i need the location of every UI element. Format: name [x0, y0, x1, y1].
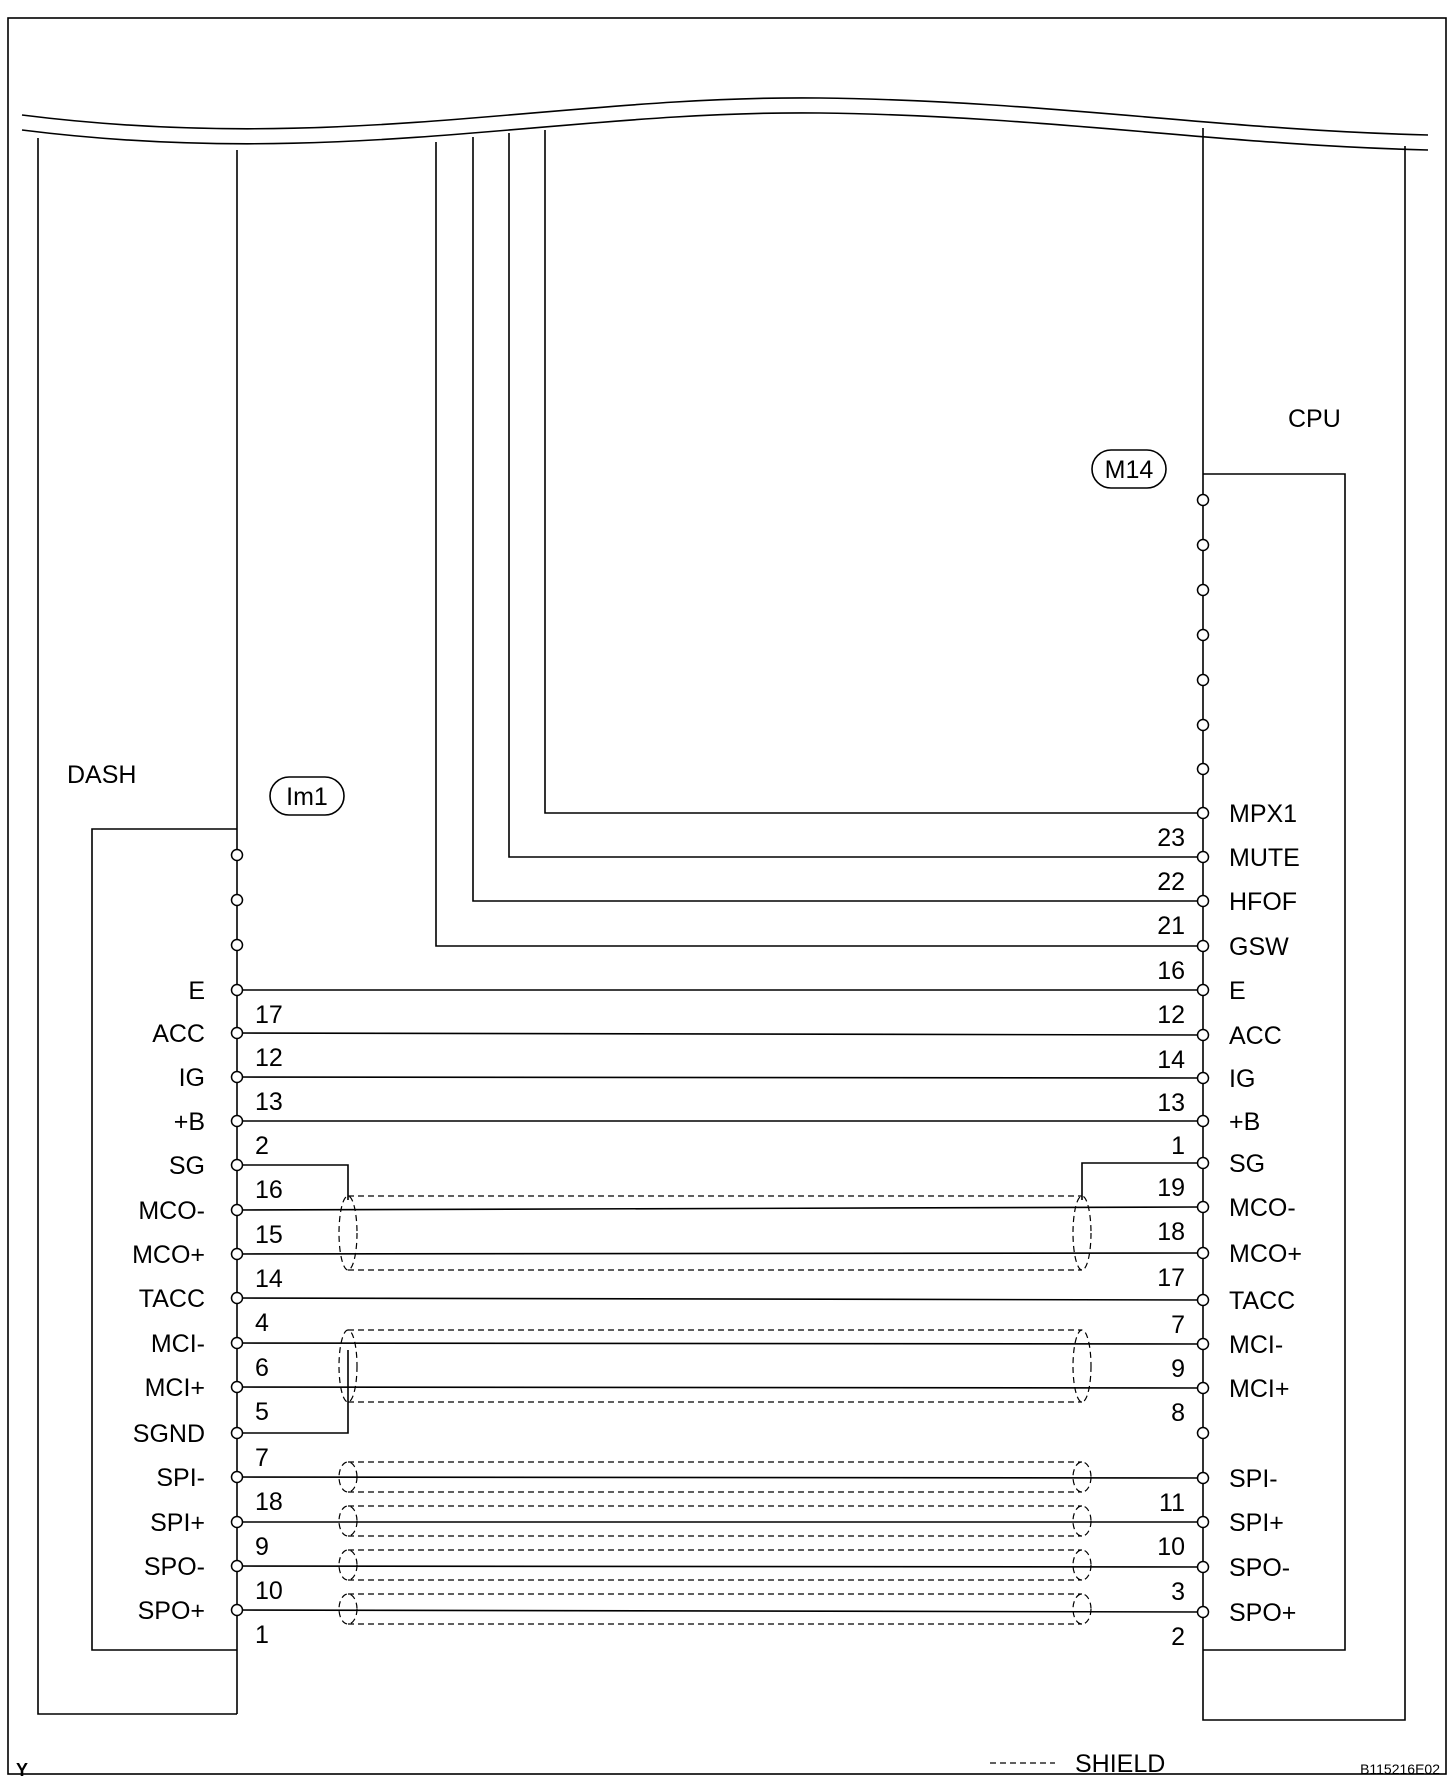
terminal-circle — [232, 1472, 243, 1483]
terminal-label: IG — [178, 1064, 205, 1092]
terminal-label: MCI+ — [144, 1374, 205, 1402]
shield-spo-plus — [339, 1594, 1091, 1624]
wire-spi-minus — [237, 1477, 1203, 1478]
im1-terminal — [145, 1374, 269, 1426]
terminal-circle — [1198, 808, 1209, 819]
terminal-circle — [1198, 941, 1209, 952]
wire-tacc — [237, 1298, 1203, 1300]
cpu-component-label: CPU — [1288, 405, 1341, 433]
terminal-label: MCO- — [138, 1197, 205, 1225]
sgnd-shield-drain — [237, 1350, 348, 1433]
terminal-label: E — [1229, 977, 1246, 1005]
terminal-circle — [1198, 675, 1209, 686]
pin-number: 4 — [255, 1309, 269, 1337]
terminal-circle — [1198, 852, 1209, 863]
corner-mark: Y — [16, 1760, 29, 1780]
pin-number: 6 — [255, 1354, 269, 1382]
shield-spo-minus — [339, 1550, 1091, 1580]
pin-number: 7 — [1171, 1311, 1185, 1339]
pin-number: 22 — [1157, 868, 1185, 896]
terminal-circle — [1198, 495, 1209, 506]
terminal-circle — [1198, 1295, 1209, 1306]
terminal-label: +B — [173, 1108, 205, 1136]
pin-number: 12 — [255, 1044, 283, 1072]
terminal-circle — [1198, 720, 1209, 731]
terminal-label: MCO+ — [132, 1241, 205, 1269]
pin-number: 19 — [1157, 1174, 1185, 1202]
pin-number: 9 — [1171, 1355, 1185, 1383]
terminal-circle — [232, 1561, 243, 1572]
terminal-circle — [232, 1605, 243, 1616]
terminal-label: MPX1 — [1229, 800, 1298, 828]
pin-number: 16 — [255, 1176, 283, 1204]
terminal-circle — [1198, 1607, 1209, 1618]
pin-number: 13 — [255, 1088, 283, 1116]
pin-number: 23 — [1157, 824, 1185, 852]
pin-number: 18 — [255, 1488, 283, 1516]
pin-number: 1 — [1171, 1132, 1185, 1160]
pin-number: 10 — [1157, 1533, 1185, 1561]
terminal-circle — [1198, 1383, 1209, 1394]
terminal-label: MCO+ — [1229, 1240, 1302, 1268]
pin-number: 7 — [255, 1444, 269, 1472]
terminal-circle — [232, 1205, 243, 1216]
terminal-circle — [1198, 1428, 1209, 1439]
terminal-circle — [232, 1116, 243, 1127]
m14-terminal — [1198, 495, 1209, 506]
m14-terminal — [1198, 720, 1209, 731]
im1-connector-label: Im1 — [286, 783, 328, 811]
terminal-label: MCI- — [150, 1330, 205, 1358]
m14-terminal — [1198, 1428, 1209, 1439]
im1-terminal — [232, 895, 243, 906]
terminal-label: HFOF — [1229, 888, 1298, 916]
terminal-circle — [1198, 764, 1209, 775]
m14-terminal — [1198, 540, 1209, 551]
pin-number: 5 — [255, 1398, 269, 1426]
wire-spo-plus — [237, 1610, 1203, 1612]
terminal-label: SGND — [132, 1420, 205, 1448]
terminal-label: TACC — [1229, 1287, 1296, 1315]
wire-mco-minus — [237, 1207, 1203, 1210]
terminal-label: SPI- — [1229, 1465, 1278, 1493]
im1-terminal — [138, 1597, 269, 1649]
im1-terminal — [232, 850, 243, 861]
terminal-circle — [232, 1517, 243, 1528]
terminal-label: SG — [1229, 1150, 1266, 1178]
terminal-label: TACC — [138, 1285, 205, 1313]
pin-number: 10 — [255, 1577, 283, 1605]
break-line-upper — [22, 98, 1428, 135]
terminal-circle — [1198, 1202, 1209, 1213]
pin-number: 14 — [255, 1265, 283, 1293]
terminal-label: SPI+ — [1229, 1509, 1284, 1537]
wire-acc — [237, 1033, 1203, 1035]
shield-mci — [339, 1330, 1091, 1402]
terminal-circle — [1198, 630, 1209, 641]
terminal-label: +B — [1229, 1108, 1261, 1136]
terminal-label: MCI- — [1229, 1331, 1284, 1359]
terminal-circle — [232, 895, 243, 906]
terminal-circle — [1198, 1562, 1209, 1573]
terminal-label: MCO- — [1229, 1194, 1296, 1222]
terminal-label: MCI+ — [1229, 1375, 1290, 1403]
terminal-circle — [232, 1428, 243, 1439]
m14-terminal — [1157, 933, 1289, 985]
terminal-circle — [232, 1382, 243, 1393]
terminal-circle — [1198, 1116, 1209, 1127]
pin-number: 2 — [1171, 1623, 1185, 1651]
shield-spi-plus — [339, 1506, 1091, 1536]
pin-number: 12 — [1157, 1001, 1185, 1029]
wire-mci-plus — [237, 1387, 1203, 1388]
terminal-circle — [232, 985, 243, 996]
m14-connector-label: M14 — [1104, 456, 1154, 484]
pin-number: 15 — [255, 1221, 283, 1249]
pin-number: 14 — [1157, 1046, 1185, 1074]
m14-terminal — [1157, 1240, 1302, 1292]
wire-hfof-route — [473, 137, 1203, 901]
terminal-label: SPO- — [143, 1553, 205, 1581]
wire-gsw-route — [436, 142, 1203, 946]
m14-terminal — [1198, 585, 1209, 596]
wire-mco-plus — [237, 1253, 1203, 1254]
terminal-circle — [1198, 1073, 1209, 1084]
sg-shield-drain-left — [237, 1165, 348, 1200]
terminal-circle — [232, 1293, 243, 1304]
terminal-circle — [232, 1028, 243, 1039]
terminal-circle — [232, 940, 243, 951]
m14-terminal — [1157, 1022, 1282, 1074]
terminal-circle — [1198, 1030, 1209, 1041]
terminal-label: SPO+ — [137, 1597, 205, 1625]
wire-mute-route — [509, 133, 1203, 857]
terminal-circle — [232, 1338, 243, 1349]
terminal-circle — [232, 1249, 243, 1260]
m14-terminal — [1171, 1599, 1296, 1651]
pin-number: 9 — [255, 1533, 269, 1561]
terminal-circle — [1198, 1158, 1209, 1169]
terminal-circle — [232, 850, 243, 861]
wire-mci-minus — [237, 1343, 1203, 1344]
terminal-label: MUTE — [1229, 844, 1300, 872]
terminal-label: E — [188, 977, 205, 1005]
terminal-circle — [1198, 1517, 1209, 1528]
pin-number: 17 — [255, 1001, 283, 1029]
terminal-circle — [1198, 985, 1209, 996]
break-line-lower — [22, 113, 1428, 150]
wire-spo-minus — [237, 1566, 1203, 1567]
m14-terminal — [1171, 1375, 1289, 1427]
terminal-label: IG — [1229, 1065, 1256, 1093]
pin-number: 13 — [1157, 1089, 1185, 1117]
pin-number: 17 — [1157, 1264, 1185, 1292]
pin-number: 11 — [1159, 1489, 1185, 1517]
shield-legend-label: SHIELD — [1075, 1750, 1166, 1778]
pin-number: 8 — [1171, 1399, 1185, 1427]
terminal-label: ACC — [152, 1020, 205, 1048]
pin-number: 18 — [1157, 1218, 1185, 1246]
m14-terminal — [1198, 630, 1209, 641]
terminal-circle — [1198, 540, 1209, 551]
wire-ig — [237, 1077, 1203, 1078]
terminal-circle — [1198, 585, 1209, 596]
pin-number: 16 — [1157, 957, 1185, 985]
terminal-label: SG — [168, 1152, 205, 1180]
pin-number: 1 — [255, 1621, 269, 1649]
terminal-label: GSW — [1229, 933, 1289, 961]
terminal-circle — [1198, 1339, 1209, 1350]
terminal-label: SPO- — [1229, 1554, 1291, 1582]
terminal-circle — [1198, 896, 1209, 907]
pin-number: 3 — [1171, 1578, 1185, 1606]
m14-terminal — [1198, 764, 1209, 775]
dash-harness-outer — [38, 138, 237, 1714]
shield-group — [339, 1196, 1091, 1624]
terminal-circle — [232, 1072, 243, 1083]
im1-terminal — [232, 940, 243, 951]
figure-id: B115216E02 — [1360, 1761, 1440, 1777]
pin-number: 21 — [1157, 912, 1185, 940]
im1-terminals — [132, 850, 283, 1650]
terminal-circle — [1198, 1473, 1209, 1484]
terminal-label: ACC — [1229, 1022, 1282, 1050]
terminal-label: SPI+ — [150, 1509, 205, 1537]
m14-terminal — [1198, 675, 1209, 686]
pin-number: 2 — [255, 1132, 269, 1160]
signal-wires — [237, 990, 1203, 1612]
terminal-circle — [232, 1160, 243, 1171]
terminal-circle — [1198, 1248, 1209, 1259]
dash-component-label: DASH — [67, 761, 137, 789]
terminal-label: SPI- — [156, 1464, 205, 1492]
terminal-label: SPO+ — [1229, 1599, 1297, 1627]
